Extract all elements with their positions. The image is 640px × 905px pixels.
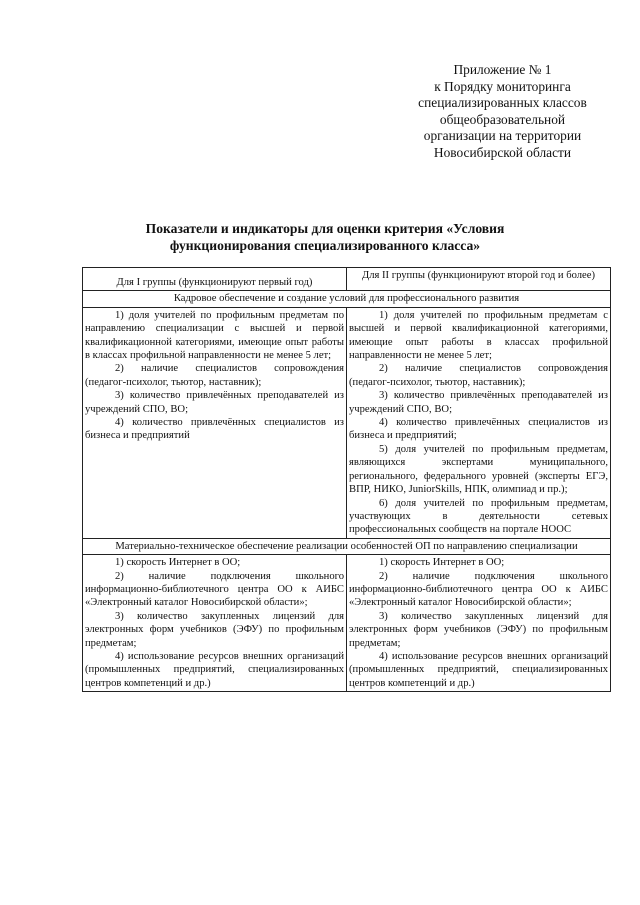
- appendix-line: общеобразовательной: [439, 111, 566, 127]
- list-item: 4) количество привлечённых специалистов из бизнеса и предприятий;: [349, 417, 608, 442]
- list-item: 6) доля учителей по профильным предметам, участвующих в деятельности сетевых профессиональных сообществ на портале НООС: [349, 497, 608, 536]
- resources-group-2-cell: [347, 555, 611, 692]
- list-item: 4) использование ресурсов внешних организаций (промышленных предприятий, специализированных центров компетенций и др.): [349, 650, 608, 689]
- list-item: 1) скорость Интернет в ОО;: [115, 557, 241, 569]
- section-title-staffing: Кадровое обеспечение и создание условий для профессионального развития: [83, 291, 611, 307]
- list-item: 4) количество привлечённых специалистов из бизнеса и предприятий: [85, 417, 344, 442]
- appendix-line: Новосибирской области: [433, 144, 572, 160]
- section-title-resources: Материально-техническое обеспечение реализации особенностей ОП по направлению специализации: [83, 538, 611, 554]
- list-item: 3) количество привлечённых преподавателей из учреждений СПО, ВО;: [349, 390, 608, 415]
- list-item: 1) скорость Интернет в ОО;: [379, 557, 505, 569]
- staffing-group-2-cell: [347, 307, 611, 538]
- table-row: [83, 555, 611, 692]
- section-row: [83, 291, 611, 307]
- list-item: 1) доля учителей по профильным предметам по направлению специализации с высшей и первой квалификационной категориями, имеющие опыт работы в классах профильной направленности не менее 5 лет;: [85, 309, 344, 362]
- resources-group-1-cell: [83, 555, 347, 692]
- column-header-group-1: Для I группы (функционируют первый год): [83, 268, 347, 291]
- column-header-group-2: Для II группы (функционируют второй год и более): [347, 268, 611, 291]
- indicators-table: [82, 267, 611, 692]
- list-item: 2) наличие подключения школьного информационно-библиотечного центра ОО к АИБС «Электронный каталог Новосибирской области»;: [349, 570, 608, 609]
- list-item: 3) количество закупленных лицензий для электронных форм учебников (ЭФУ) по профильным предметам;: [85, 610, 344, 649]
- appendix-line: к Порядку мониторинга: [434, 78, 571, 94]
- list-item: 2) наличие специалистов сопровождения (педагог-психолог, тьютор, наставник);: [349, 363, 608, 388]
- title-line-1: Показатели и индикаторы для оценки критерия «Условия: [145, 221, 505, 236]
- document-title: [60, 220, 590, 254]
- list-item: 3) количество привлечённых преподавателей из учреждений СПО, ВО;: [85, 390, 344, 415]
- section-row: [83, 538, 611, 554]
- table-header-row: [83, 268, 611, 291]
- title-line-2: функционирования специализированного класса»: [169, 238, 481, 253]
- appendix-line: специализированных классов: [418, 95, 587, 111]
- list-item: 1) доля учителей по профильным предметам с высшей и первой квалификационной категориями, имеющие опыт работы в классах профильной направленности не менее 5 лет;: [349, 309, 608, 362]
- staffing-group-1-cell: [83, 307, 347, 538]
- list-item: 3) количество закупленных лицензий для электронных форм учебников (ЭФУ) по профильным предметам;: [349, 610, 608, 649]
- list-item: 2) наличие подключения школьного информационно-библиотечного центра ОО к АИБС «Электронный каталог Новосибирской области»;: [85, 570, 344, 609]
- appendix-line: Приложение № 1: [453, 62, 552, 77]
- list-item: 5) доля учителей по профильным предметам, являющихся экспертами муниципального, регионального, федерального уровней (эксперты ЕГЭ, ВПР, НИКО, JuniorSkills, НПК, олимпиад и пр.);: [349, 443, 608, 496]
- list-item: 2) наличие специалистов сопровождения (педагог-психолог, тьютор, наставник);: [85, 363, 344, 388]
- appendix-line: организации на территории: [423, 128, 582, 144]
- table-row: [83, 307, 611, 538]
- appendix-header: [395, 62, 610, 162]
- list-item: 4) использование ресурсов внешних организаций (промышленных предприятий, специализированных центров компетенций и др.): [85, 650, 344, 689]
